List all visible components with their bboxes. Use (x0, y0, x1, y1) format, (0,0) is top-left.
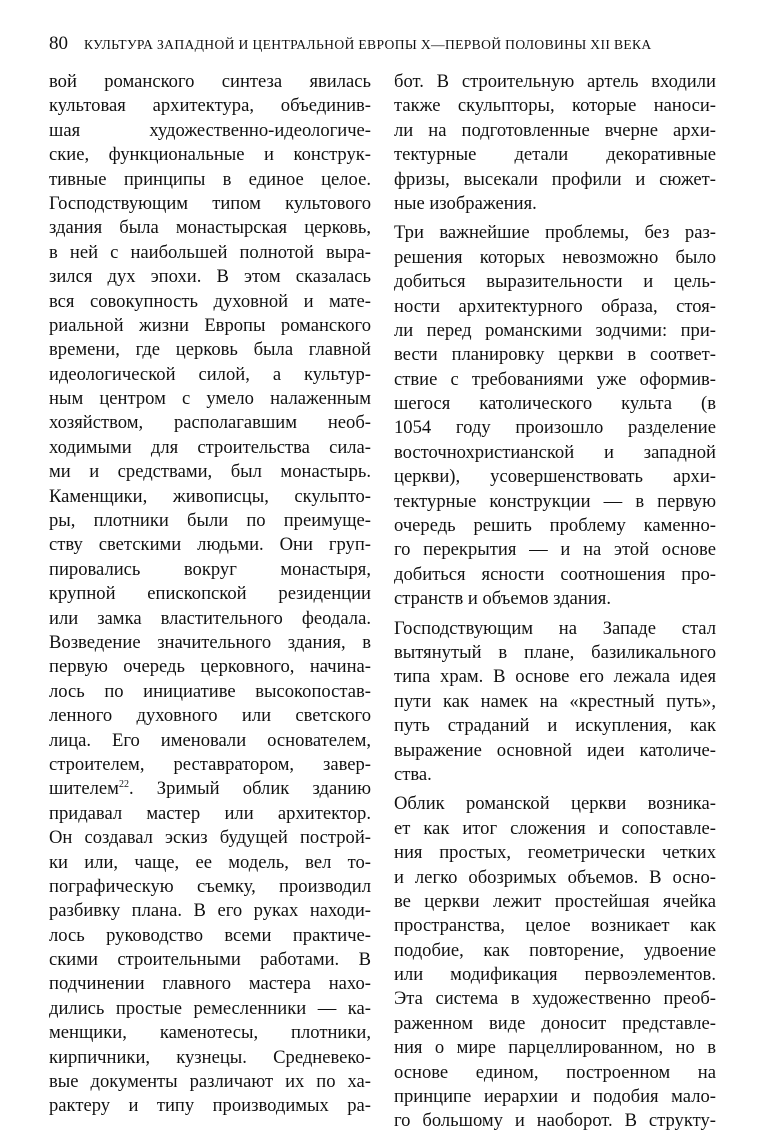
text-line: ми и средствами, был монастырь. (49, 461, 371, 483)
text-line: тивные принципы в единое целое. (49, 168, 371, 190)
text-line: решения которых невозможно было (394, 246, 716, 268)
paragraph-1 (394, 70, 716, 216)
text-line: лица. Его именовали основателем, (49, 729, 371, 751)
text-line: ет как итог сложения и сопоставле- (394, 817, 716, 839)
text-line: шегося католического культа (в (394, 393, 716, 415)
text-line: пографическую съемку, производил (49, 875, 371, 897)
text-line: рактеру и типу производимых ра- (49, 1095, 371, 1117)
text-line-with-footnote (49, 777, 371, 801)
footnote-reference[interactable]: 22 (118, 779, 129, 791)
text-line: ве церкви лежит простейшая ячейка (394, 890, 716, 912)
text-line: ки или, чаще, ее модель, вел то- (49, 851, 371, 873)
text-line: ленного духовного или светского (49, 705, 371, 727)
text-line: также скульпторы, которые наноси- (394, 95, 716, 117)
text-line: очередь решить проблему каменно- (394, 515, 716, 537)
left-column (49, 70, 371, 1119)
text-line: в ней с наибольшей полнотой выра- (49, 241, 371, 263)
text-line: шая художественно-идеологиче- (49, 119, 371, 141)
text-line: строителем, реставратором, завер- (49, 753, 371, 775)
text-line: хозяйством, располагавшим необ- (49, 412, 371, 434)
text-line: го большому и наоборот. В структу- (394, 1110, 716, 1132)
text-line: или замка властительного феодала. (49, 607, 371, 629)
text-line: менщики, каменотесы, плотники, (49, 1022, 371, 1044)
text-line: путь страданий и искупления, как (394, 715, 716, 737)
text-line: раженном виде доносит представле- (394, 1012, 716, 1034)
text-line: ству светскими людьми. Они груп- (49, 534, 371, 556)
text-line: придавал мастер или архитектор. (49, 802, 371, 824)
text-line: Возведение значительного здания, в (49, 631, 371, 653)
text-line: скими строительными работами. В (49, 949, 371, 971)
right-column (394, 70, 716, 1134)
text-line: Господствующим на Западе стал (394, 617, 716, 639)
text-line: ные изображения. (394, 192, 537, 214)
text-line: ным центром с умело налаженным (49, 388, 371, 410)
text-line: ли перед романскими зодчими: при- (394, 319, 716, 341)
running-title: КУЛЬТУРА ЗАПАДНОЙ И ЦЕНТРАЛЬНОЙ ЕВРОПЫ X—ПЕРВОЙ ПОЛОВИНЫ XII ВЕКА (84, 37, 652, 52)
text-line: Он создавал эскиз будущей построй- (49, 827, 371, 849)
text-line: ности архитектурного образа, стоя- (394, 295, 716, 317)
text-line: фризы, высекали профили и сюжет- (394, 168, 716, 190)
text-line: типа храм. В основе его лежала идея (394, 666, 716, 688)
text-line: восточнохристианской и западной (394, 441, 716, 463)
text-line: ния простых, геометрически четких (394, 842, 716, 864)
text-line: ния о мире парцеллированном, но в (394, 1037, 716, 1059)
text-fragment: . Зримый облик зданию (128, 778, 371, 800)
page-header (49, 33, 729, 59)
page-number: 80 (49, 33, 68, 54)
text-line: вся совокупность духовной и мате- (49, 290, 371, 312)
paragraph-3 (394, 617, 716, 788)
text-line: лось руководство всеми практиче- (49, 924, 371, 946)
text-line: выражение основной идеи католиче- (394, 739, 716, 761)
text-line: Каменщики, живописцы, скульпто- (49, 485, 371, 507)
text-line: крупной епископской резиденции (49, 583, 371, 605)
text-line: культовая архитектура, объединив- (49, 95, 371, 117)
text-line: пировались вокруг монастыря, (49, 558, 371, 580)
text-line: ходимыми для строительства сила- (49, 436, 371, 458)
text-line: подобие, как повторение, удвоение (394, 939, 716, 961)
text-line: пространства, целое возникает как (394, 915, 716, 937)
text-line: кирпичники, кузнецы. Средневеко- (49, 1046, 371, 1068)
text-line: церкви), усовершенствовать архи- (394, 466, 716, 488)
text-line: лось по инициативе высокопостав- (49, 680, 371, 702)
text-line: времени, где церковь была главной (49, 339, 371, 361)
text-line: ли на подготовленные вчерне архи- (394, 119, 716, 141)
text-line: Эта система в художественно преоб- (394, 988, 716, 1010)
text-line: дились простые ремесленники — ка- (49, 997, 371, 1019)
text-line: зился дух эпохи. В этом сказалась (49, 266, 371, 288)
text-line: тектурные конструкции — в первую (394, 490, 716, 512)
text-line: ры, плотники были по преимуще- (49, 510, 371, 532)
text-line: Облик романской церкви возника- (394, 793, 716, 815)
text-line: здания была монастырская церковь, (49, 217, 371, 239)
text-line: добиться выразительности и цель- (394, 271, 716, 293)
paragraph-4 (394, 792, 716, 1133)
text-fragment: шителем (49, 778, 119, 800)
text-line: 1054 году произошло разделение (394, 417, 716, 439)
text-line: странств и объемов здания. (394, 588, 611, 610)
text-line: первую очередь церковного, начина- (49, 656, 371, 678)
text-line: основе едином, построенном на (394, 1061, 716, 1083)
text-line: тектурные детали декоративные (394, 144, 716, 166)
text-line: го перекрытия — и на этой основе (394, 539, 716, 561)
text-line: ские, функциональные и конструк- (49, 144, 371, 166)
text-line: риальной жизни Европы романского (49, 314, 371, 336)
text-line: идеологической силой, а культур- (49, 363, 371, 385)
text-line: Три важнейшие проблемы, без раз- (394, 222, 716, 244)
text-line: добиться ясности соотношения про- (394, 563, 716, 585)
text-line: ствие с требованиями уже оформив- (394, 368, 716, 390)
text-line: или модификация первоэлементов. (394, 964, 716, 986)
text-line: вой романского синтеза явилась (49, 71, 371, 92)
text-line: вые документы различают их по ха- (49, 1071, 371, 1093)
left-paragraph (49, 70, 371, 1119)
text-line: пути как намек на «крестный путь», (394, 690, 716, 712)
text-line: бот. В строительную артель входили (394, 71, 716, 92)
text-line: принципе иерархии и подобия мало- (394, 1086, 716, 1108)
text-line: Господствующим типом культового (49, 192, 371, 214)
text-line: и легко обозримых объемов. В осно- (394, 866, 716, 888)
text-line: вести планировку церкви в соответ- (394, 344, 716, 366)
text-line: ства. (394, 763, 432, 785)
text-line: вытянутый в плане, базиликального (394, 641, 716, 663)
text-line: разбивку плана. В его руках находи- (49, 900, 371, 922)
paragraph-2 (394, 221, 716, 611)
text-line: подчинении главного мастера нахо- (49, 973, 371, 995)
